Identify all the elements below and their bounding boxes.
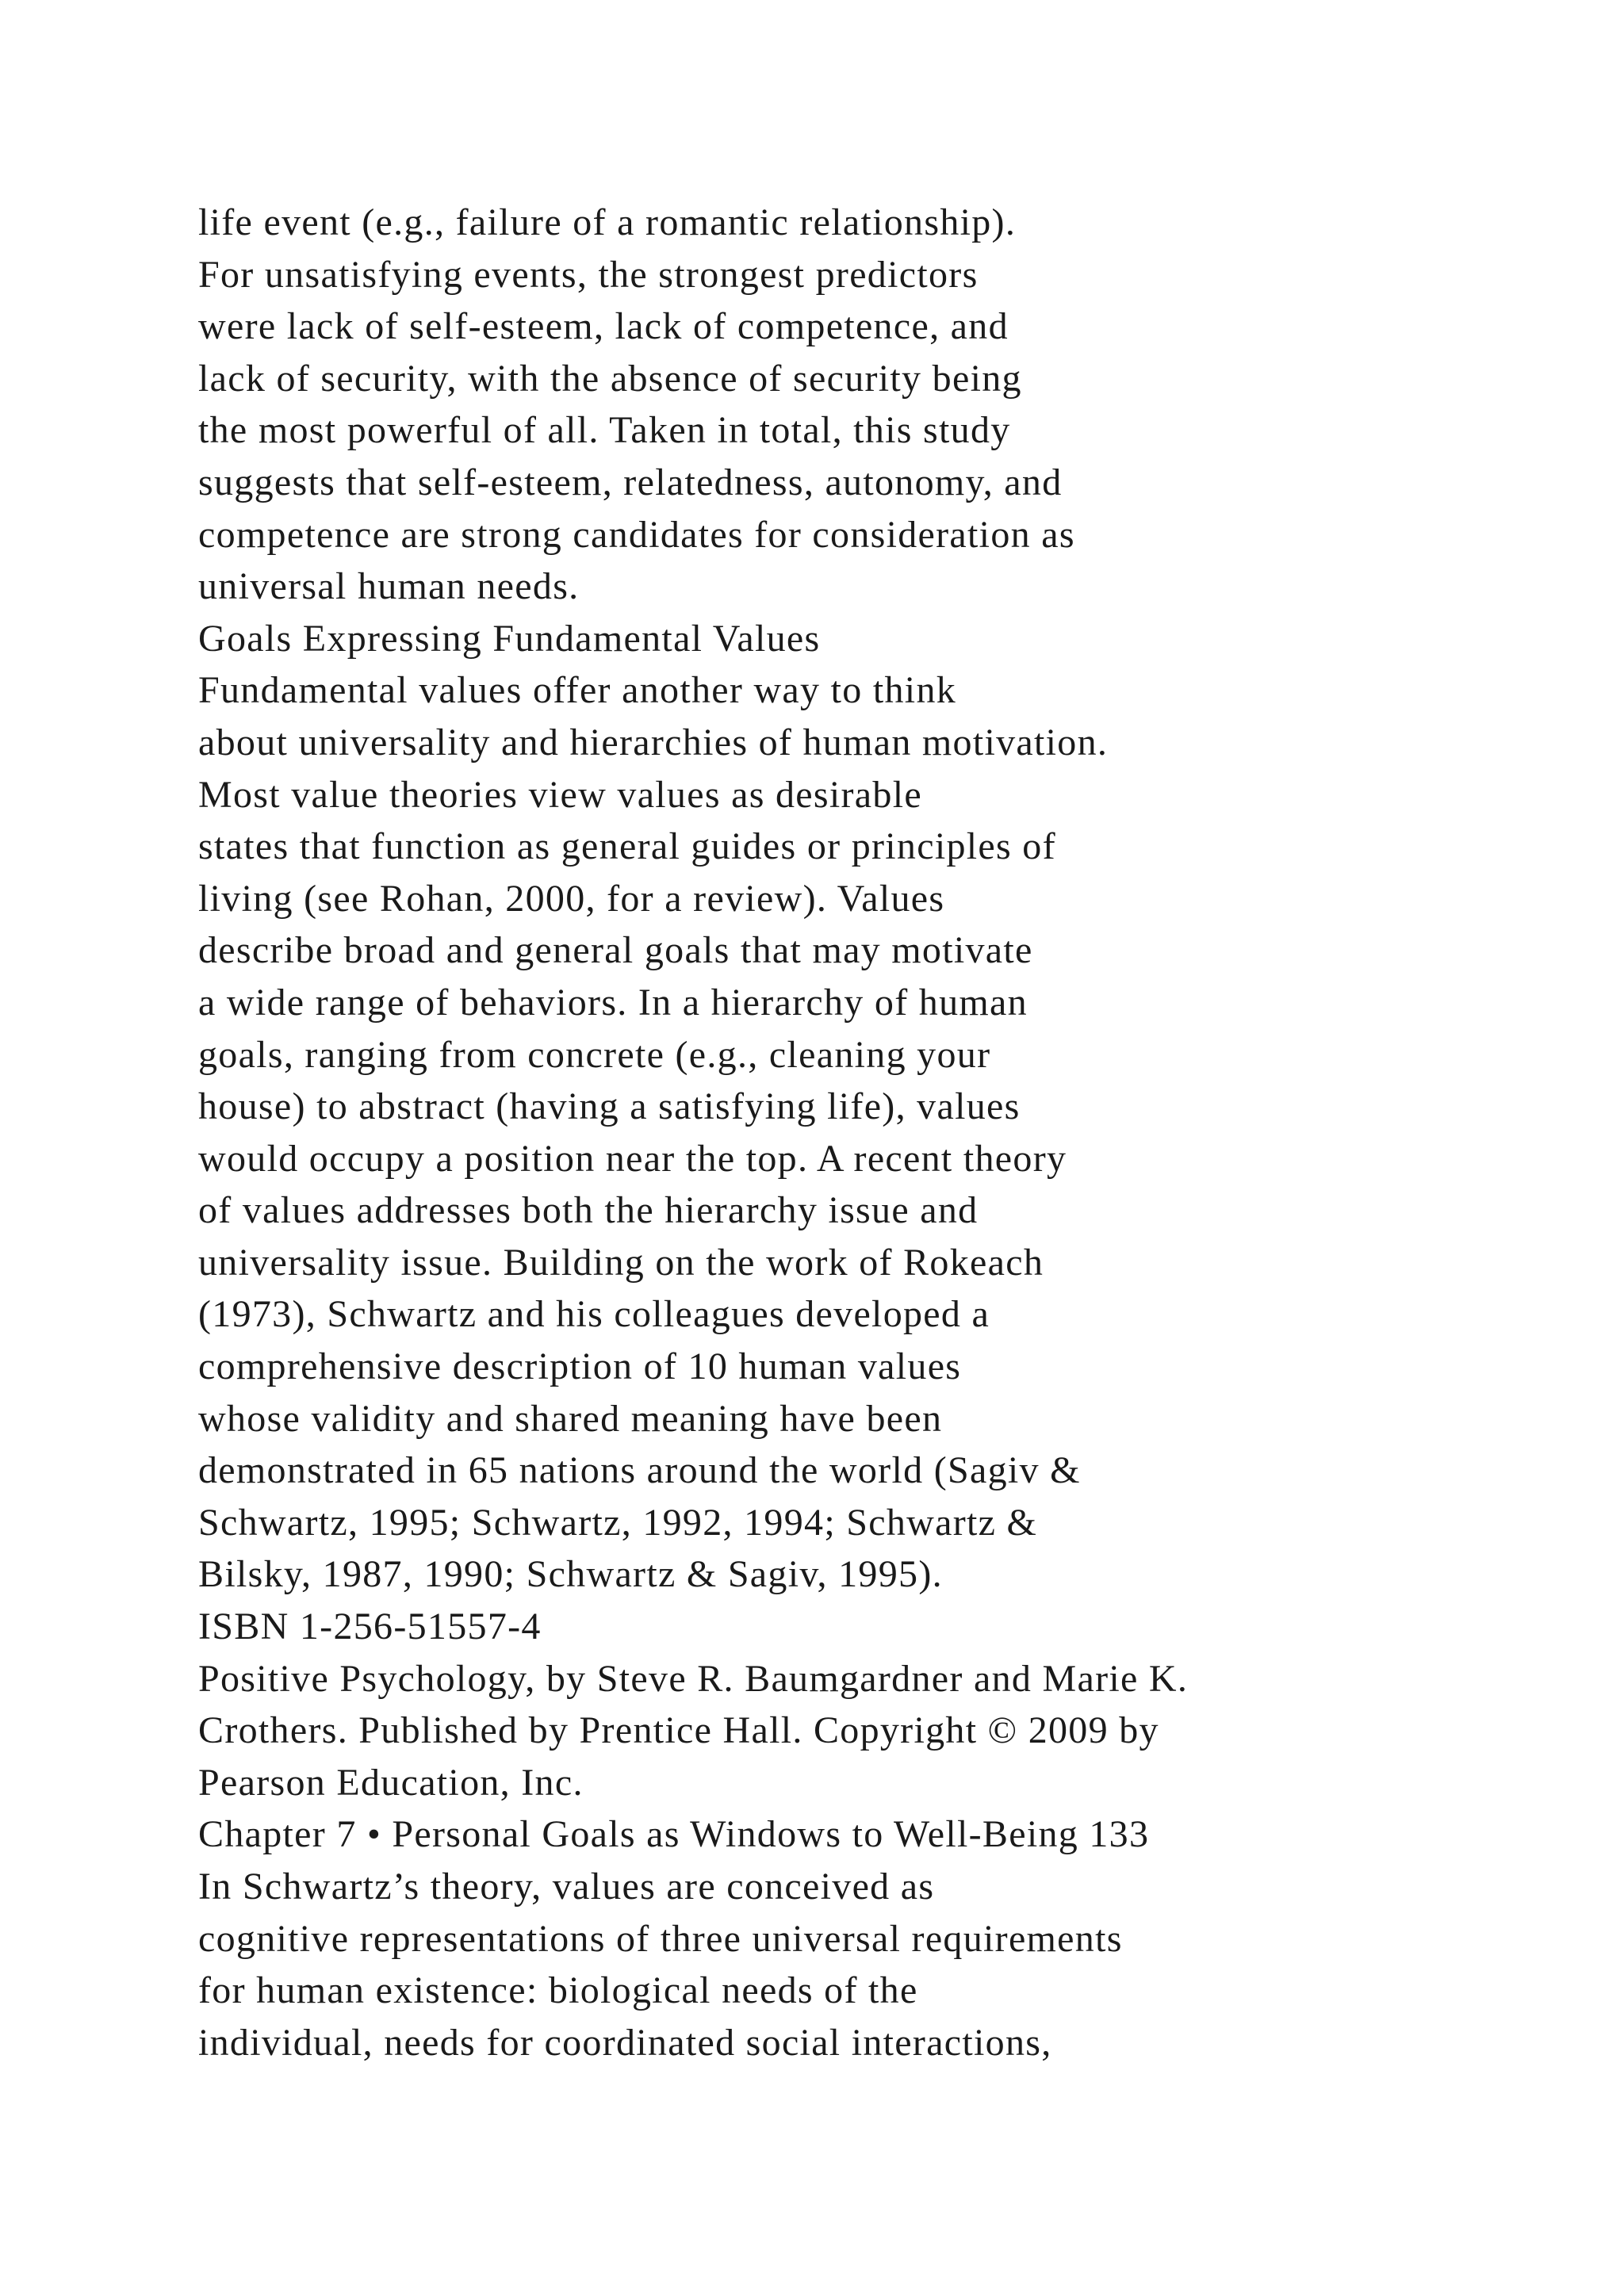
text-line: (1973), Schwartz and his colleagues developed a <box>198 1293 990 1336</box>
text-line: For unsatisfying events, the strongest predictors <box>198 253 979 296</box>
text-line: Bilsky, 1987, 1990; Schwartz & Sagiv, 1995). <box>198 1553 943 1596</box>
text-line: comprehensive description of 10 human values <box>198 1345 962 1388</box>
text-line: universality issue. Building on the work of Rokeach <box>198 1241 1044 1284</box>
citation-line: Crothers. Published by Prentice Hall. Copyright © 2009 by <box>198 1709 1159 1752</box>
text-line: of values addresses both the hierarchy issue and <box>198 1189 979 1232</box>
text-line: suggests that self-esteem, relatedness, autonomy, and <box>198 461 1063 503</box>
citation-line: Pearson Education, Inc. <box>198 1761 584 1804</box>
section-heading: Goals Expressing Fundamental Values <box>198 617 821 660</box>
text-line: demonstrated in 65 nations around the world (Sagiv & <box>198 1449 1081 1492</box>
text-line: goals, ranging from concrete (e.g., cleaning your <box>198 1033 991 1076</box>
text-line: describe broad and general goals that may motivate <box>198 929 1033 972</box>
isbn-line: ISBN 1-256-51557-4 <box>198 1605 542 1648</box>
text-line: the most powerful of all. Taken in total, this study <box>198 409 1011 452</box>
text-line: house) to abstract (having a satisfying life), values <box>198 1085 1021 1128</box>
text-line: Most value theories view values as desirable <box>198 773 922 816</box>
text-line: about universality and hierarchies of human motivation. <box>198 721 1109 763</box>
text-line: whose validity and shared meaning have been <box>198 1397 943 1440</box>
text-line: Schwartz, 1995; Schwartz, 1992, 1994; Schwartz & <box>198 1501 1038 1544</box>
text-line: for human existence: biological needs of the <box>198 1969 918 2012</box>
text-line: lack of security, with the absence of security being <box>198 357 1022 400</box>
text-line: would occupy a position near the top. A recent theory <box>198 1137 1067 1180</box>
text-line: Fundamental values offer another way to think <box>198 669 957 712</box>
text-line: life event (e.g., failure of a romantic relationship). <box>198 201 1017 243</box>
text-line: were lack of self-esteem, lack of competence, and <box>198 305 1009 348</box>
text-line: universal human needs. <box>198 565 580 608</box>
text-line: a wide range of behaviors. In a hierarchy of human <box>198 981 1028 1024</box>
text-line: competence are strong candidates for consideration as <box>198 513 1075 556</box>
text-line: individual, needs for coordinated social interactions, <box>198 2021 1052 2064</box>
text-line: cognitive representations of three universal requirements <box>198 1917 1123 1960</box>
text-line: states that function as general guides or principles of <box>198 825 1056 868</box>
text-line: living (see Rohan, 2000, for a review). Values <box>198 877 945 920</box>
body-text <box>198 197 1594 2068</box>
citation-line: Positive Psychology, by Steve R. Baumgardner and Marie K. <box>198 1657 1189 1700</box>
text-line: In Schwartz’s theory, values are conceived as <box>198 1866 935 1908</box>
chapter-header: Chapter 7 • Personal Goals as Windows to Well-Being 133 <box>198 1813 1150 1856</box>
